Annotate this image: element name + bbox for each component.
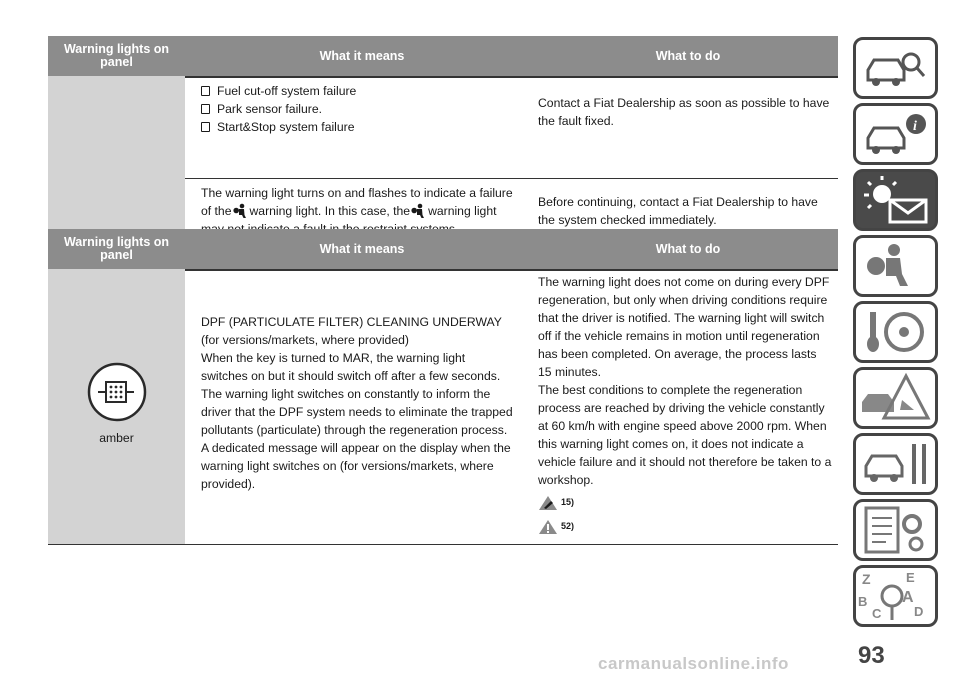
tab-getting-to-know[interactable]	[853, 37, 938, 99]
checkbox-icon	[201, 86, 210, 96]
tab-warning-lights[interactable]	[853, 169, 938, 231]
table-header	[48, 36, 838, 78]
car-info-icon	[856, 106, 935, 162]
airbag-icon	[856, 238, 935, 294]
dpf-means: DPF (PARTICULATE FILTER) CLEANING UNDERWAY (for versions/markets, where provided) When the key is turned to MAR, the warning light switches on but it should switch off after a few seconds. The warning light switches on constantly to inform the driver that the DPF system needs to eliminate the trapped pollutants (particulate) through the regeneration process. A dedicated message will appear on the display when the warning light switches on (for versions/markets, where provided).	[201, 315, 513, 491]
header-what-to-do: What to do	[655, 241, 721, 256]
header-what-it-means: What it means	[319, 48, 405, 63]
airbag-warning-icon	[411, 203, 427, 219]
checkbox-icon	[201, 104, 210, 114]
header-what-it-means: What it means	[319, 241, 405, 256]
lamp-cell	[48, 269, 185, 544]
lamp-cell	[48, 76, 185, 178]
warning-lights-icon	[856, 172, 935, 228]
tab-starting-driving[interactable]	[853, 301, 938, 363]
exclamation-warning-icon	[538, 519, 558, 535]
svg-text:Z: Z	[862, 571, 871, 587]
airbag-warning-icon	[233, 203, 249, 219]
accident-icon	[856, 370, 935, 426]
tab-emergency[interactable]	[853, 367, 938, 429]
svg-text:C: C	[872, 606, 882, 621]
tab-index[interactable]	[853, 565, 938, 627]
header-warning-lights: Warning lights on panel	[63, 42, 170, 69]
ref-warning: 52)	[538, 515, 838, 535]
lamp-color-label: amber	[99, 431, 134, 445]
key-steering-icon	[856, 304, 935, 360]
table-row	[48, 76, 838, 179]
row1-todo: Contact a Fiat Dealership as soon as possible to have the fault fixed.	[538, 96, 830, 128]
header-what-to-do: What to do	[655, 48, 721, 63]
table-row	[48, 269, 838, 545]
dpf-todo: The warning light does not come on during every DPF regeneration, but only when driving conditions require that the driver is notified. The warning light will switch off if the vehicle remains in motion until regeneration has been completed. On average, the process lasts 15 minutes. The best conditions to complete the regeneration process are reached by driving the vehicle constantly at 60 km/h with engine speed above 2000 rpm. When this warning light comes on, it does not indicate a vehicle failure and it should not therefore be taken to a workshop. 15) 52)	[538, 273, 838, 535]
gas-warning-icon	[538, 495, 558, 511]
list-item: Start&Stop system failure	[201, 118, 526, 136]
row2-todo: Before continuing, contact a Fiat Dealership to have the system checked immediately.	[538, 195, 818, 227]
page-number: 93	[858, 642, 885, 669]
tab-safety[interactable]	[853, 103, 938, 165]
header-warning-lights: Warning lights on panel	[63, 235, 170, 262]
list-item: Park sensor failure.	[201, 100, 526, 118]
car-tools-icon	[856, 436, 935, 492]
watermark: carmanualsonline.info	[598, 654, 789, 673]
tab-safety-devices[interactable]	[853, 235, 938, 297]
checkbox-icon	[201, 122, 210, 132]
svg-text:E: E	[906, 570, 915, 585]
row2-means: The warning light turns on and flashes to indicate a failure of the warning light. In this case, the warning light	[201, 186, 513, 218]
table-header	[48, 229, 838, 271]
svg-text:B: B	[858, 594, 868, 609]
svg-text:i: i	[913, 119, 917, 134]
ref-note: 15)	[538, 491, 838, 511]
list-item: Fuel cut-off system failure	[201, 82, 526, 100]
svg-text:D: D	[914, 604, 924, 619]
car-search-icon	[856, 40, 935, 96]
dpf-warning-icon	[86, 361, 148, 423]
index-icon	[856, 568, 935, 624]
tab-technical-data[interactable]	[853, 499, 938, 561]
spec-sheet-icon	[856, 502, 935, 558]
svg-text:A: A	[902, 589, 914, 606]
failure-list	[201, 82, 526, 136]
tab-maintenance[interactable]	[853, 433, 938, 495]
